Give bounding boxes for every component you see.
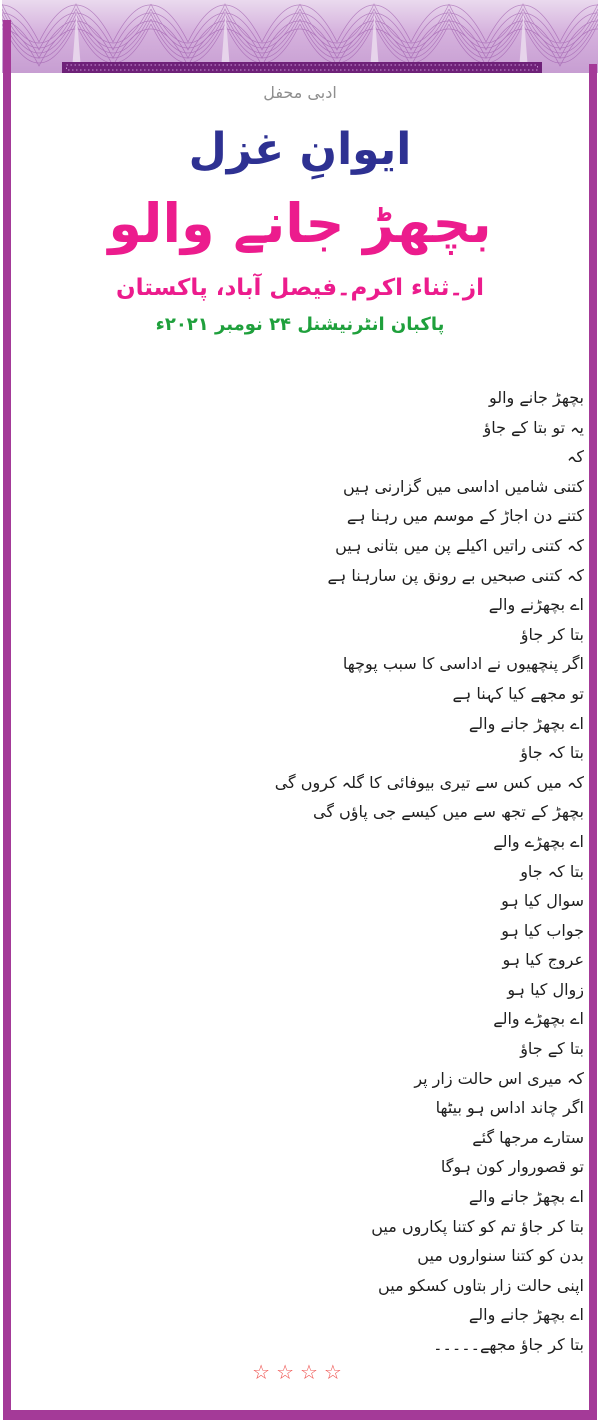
poem-line: بچھڑ جانے والو — [488, 388, 584, 407]
poem-line: کہ میں کس سے تیری بیوفائی کا گلہ کروں گی — [274, 772, 584, 792]
poem-line: اے بچھڑ جانے والے — [468, 713, 584, 733]
poem-line: عروج کیا ہو — [502, 950, 584, 970]
poem-line: اے بچھڑنے والے — [488, 595, 584, 615]
poem-line: اے بچھڑ جانے والے — [468, 1187, 584, 1207]
poem-line: اے بچھڑے والے — [493, 831, 584, 851]
poem-line: بدن کو کتنا سنواروں میں — [417, 1246, 584, 1266]
poem-line: بتا کر جاؤ مجھے۔۔۔۔۔ — [433, 1335, 584, 1354]
poem-title: بچھڑ جانے والو — [108, 192, 492, 255]
page-border-right — [589, 64, 597, 1420]
poem-line: یہ تو بتا کے جاؤ — [483, 417, 584, 437]
poem-line: جواب کیا ہو — [501, 920, 584, 940]
poem-line: کتنے دن اجاڑ کے موسم میں رہنا ہے — [346, 506, 584, 526]
poem-line: بتا کے جاؤ — [520, 1039, 584, 1059]
poem-line: اپنی حالت زار بتاوں کسکو میں — [378, 1275, 584, 1295]
poem-line: زوال کیا ہو — [507, 979, 584, 999]
poem-line: بتا کر جاؤ — [520, 624, 584, 644]
poem-line: تو مجھے کیا کہنا ہے — [452, 683, 584, 703]
poem-line: کہ میری اس حالت زار پر — [414, 1068, 584, 1088]
poem-line: اگر پنچھیوں نے اداسی کا سبب پوچھا — [342, 654, 584, 674]
footer-stars-ornament: ☆☆☆☆ — [252, 1359, 348, 1384]
poem-line: کہ کتنی راتیں اکیلے پن میں بتانی ہیں — [335, 535, 584, 555]
page-header — [0, 83, 600, 337]
poem-line: ستارے مرجھا گئے — [472, 1127, 584, 1147]
publication-line: پاکبان انٹرنیشنل ۲۴ نومبر ۲۰۲۱ء — [155, 314, 445, 335]
poem-line: بچھڑ کے تجھ سے میں کیسے جی پاؤں گی — [313, 802, 584, 822]
poem-line: بتا کہ جاؤ — [520, 743, 584, 763]
page-border-left — [3, 20, 11, 1420]
poem-line: کہ — [567, 447, 584, 467]
poem-line: کتنی شامیں اداسی میں گزارنی ہیں — [342, 476, 584, 496]
poem-line: اگر چاند اداس ہو بیٹھا — [435, 1098, 584, 1118]
poem-line: تو قصوروار کون ہوگا — [440, 1157, 584, 1177]
poem-line: بتا کر جاؤ تم کو کتنا پکاروں میں — [371, 1216, 584, 1236]
byline: از۔ثناء اکرم۔فیصل آباد، پاکستان — [116, 275, 484, 301]
header-ornament-banner — [2, 0, 598, 73]
poem-line: اے بچھڑ جانے والے — [468, 1305, 584, 1325]
kicker-text: ادبی محفل — [263, 83, 337, 102]
poem-body — [0, 383, 600, 1360]
page-border-bottom — [3, 1410, 597, 1420]
poem-line: سوال کیا ہو — [501, 891, 584, 911]
poem-line: کہ کتنی صبحیں بے رونق پن سارہنا ہے — [327, 565, 584, 585]
section-title: ایوانِ غزل — [188, 124, 412, 175]
poem-line: اے بچھڑے والے — [493, 1009, 584, 1029]
poem-line: بتا کہ جاو — [520, 861, 584, 881]
